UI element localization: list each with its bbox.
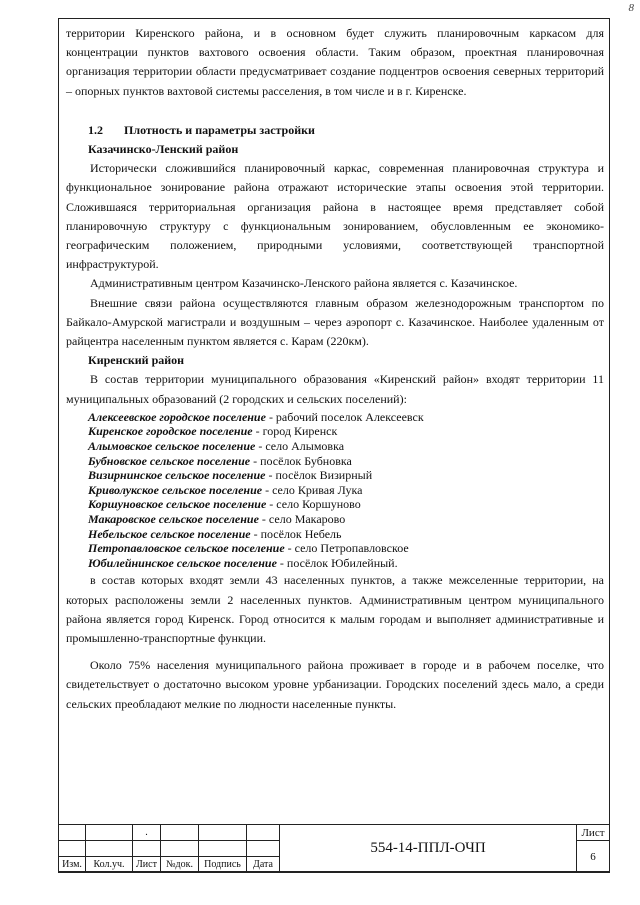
header-cell: Изм. <box>59 857 86 873</box>
kazachinsko-paragraph: Исторически сложившийся планировочный каркас, современная планировочная структура и функциональное зонирование района отражают исторические этапы освоения этой территории. Сложившаяся территориальная организация района в настоящее время представляет собой планировочную структуру с функциональным зонированием, обусловленным ее экономико-географическим положением, природными условиями, соответствующей транспортной инфраструктурой. <box>66 161 604 272</box>
section-title: Плотность и параметры застройки <box>124 122 315 137</box>
settlement-name: Небельское сельское поселение <box>88 526 251 541</box>
settlement-desc: - село Кривая Лука <box>262 482 363 497</box>
list-item <box>88 424 604 439</box>
settlement-name: Визирнинское сельское поселение <box>88 468 266 483</box>
list-item <box>88 556 604 571</box>
kirensky-closing: Около 75% населения муниципального района проживает в городе и в рабочем поселке, что свидетельствует о достаточно высоком уровне урбанизации. Городских поселений здесь мало, а среди сельских преобладают мелкие по людности населенные пункты. <box>66 658 604 711</box>
document-code: 554-14-ППЛ-ОЧП <box>280 825 577 873</box>
kirensky-after-list: в состав которых входят земли 43 населенных пунктов, а также межселенные территории, на которых расположены земли 2 населенных пунктов. Административным центром муниципального района является город Киренск. Город относится к малым городам и выполняет административные и промышленно-транспортные функции. <box>66 573 604 645</box>
stamp-dot: . <box>133 825 161 841</box>
header-cell: №док. <box>161 857 199 873</box>
list-item <box>88 497 604 512</box>
kirensky-heading: Киренский район <box>88 353 185 368</box>
list-item <box>88 468 604 483</box>
sheet-number: 6 <box>577 841 610 873</box>
handwritten-page-number: 8 <box>628 2 634 14</box>
list-item <box>88 541 604 556</box>
sheet-label: Лист <box>577 825 610 841</box>
kazachinsko-paragraph: Внешние связи района осуществляются главным образом железнодорожным транспортом по Байкало-Амурской магистрали и воздушным – через аэропорт с. Казачинское. Наиболее удаленным от райцентра населенным пунктом является с. Карам (220км). <box>66 295 604 349</box>
settlement-name: Алексеевское городское поселение <box>88 409 266 424</box>
kazachinsko-heading: Казачинско-Ленский район <box>88 142 239 157</box>
list-item <box>88 454 604 469</box>
settlement-desc: - посёлок Небель <box>250 526 342 541</box>
settlement-name: Алымовское сельское поселение <box>88 439 256 454</box>
list-item <box>88 527 604 542</box>
list-item <box>88 483 604 498</box>
list-item <box>88 512 604 527</box>
settlement-desc: - село Макарово <box>258 512 346 527</box>
header-cell: Дата <box>247 857 280 873</box>
intro-paragraph: территории Киренского района, и в основном будет служить планировочным каркасом для концентрации пунктов вахтового освоения области. Таким образом, проектная планировочная организация территории области предусматривает создание подцентров освоения северных территорий – опорных пунктов вахтовой системы расселения, в том числе и в г. Киренске. <box>66 26 604 98</box>
list-item <box>88 439 604 454</box>
settlement-name: Юбилейнинское сельское поселение <box>88 555 277 570</box>
kirensky-intro: В состав территории муниципального образования «Киренский район» входят территории 11 муниципальных образований (2 городских и сельских поселений): <box>66 372 604 406</box>
settlement-desc: - посёлок Бубновка <box>250 453 352 468</box>
settlement-desc: - село Петропавловское <box>284 541 409 556</box>
list-item <box>88 410 604 425</box>
title-block <box>58 824 610 873</box>
settlement-desc: - город Киренск <box>252 424 338 439</box>
settlement-desc: - рабочий поселок Алексеевск <box>265 409 424 424</box>
header-cell: Кол.уч. <box>86 857 133 873</box>
section-number: 1.2 <box>88 122 103 137</box>
settlement-desc: - село Коршуново <box>266 497 361 512</box>
settlement-name: Макаровское сельское поселение <box>88 512 259 527</box>
settlement-name: Бубновское сельское поселение <box>88 453 251 468</box>
settlement-name: Коршуновское сельское поселение <box>88 497 267 512</box>
settlement-desc: - посёлок Юбилейный. <box>276 555 398 570</box>
settlement-desc: - село Алымовка <box>255 439 345 454</box>
kazachinsko-paragraph: Административным центром Казачинско-Ленского района является с. Казачинское. <box>90 276 518 291</box>
settlement-name: Петропавловское сельское поселение <box>88 541 285 556</box>
section-heading <box>66 121 604 140</box>
settlement-desc: - посёлок Визирный <box>265 468 373 483</box>
settlement-name: Киренское городское поселение <box>88 424 253 439</box>
settlement-name: Криволукское сельское поселение <box>88 482 263 497</box>
document-body <box>66 24 604 714</box>
header-cell: Подпись <box>199 857 247 873</box>
settlement-list <box>66 410 604 571</box>
header-cell: Лист <box>133 857 161 873</box>
